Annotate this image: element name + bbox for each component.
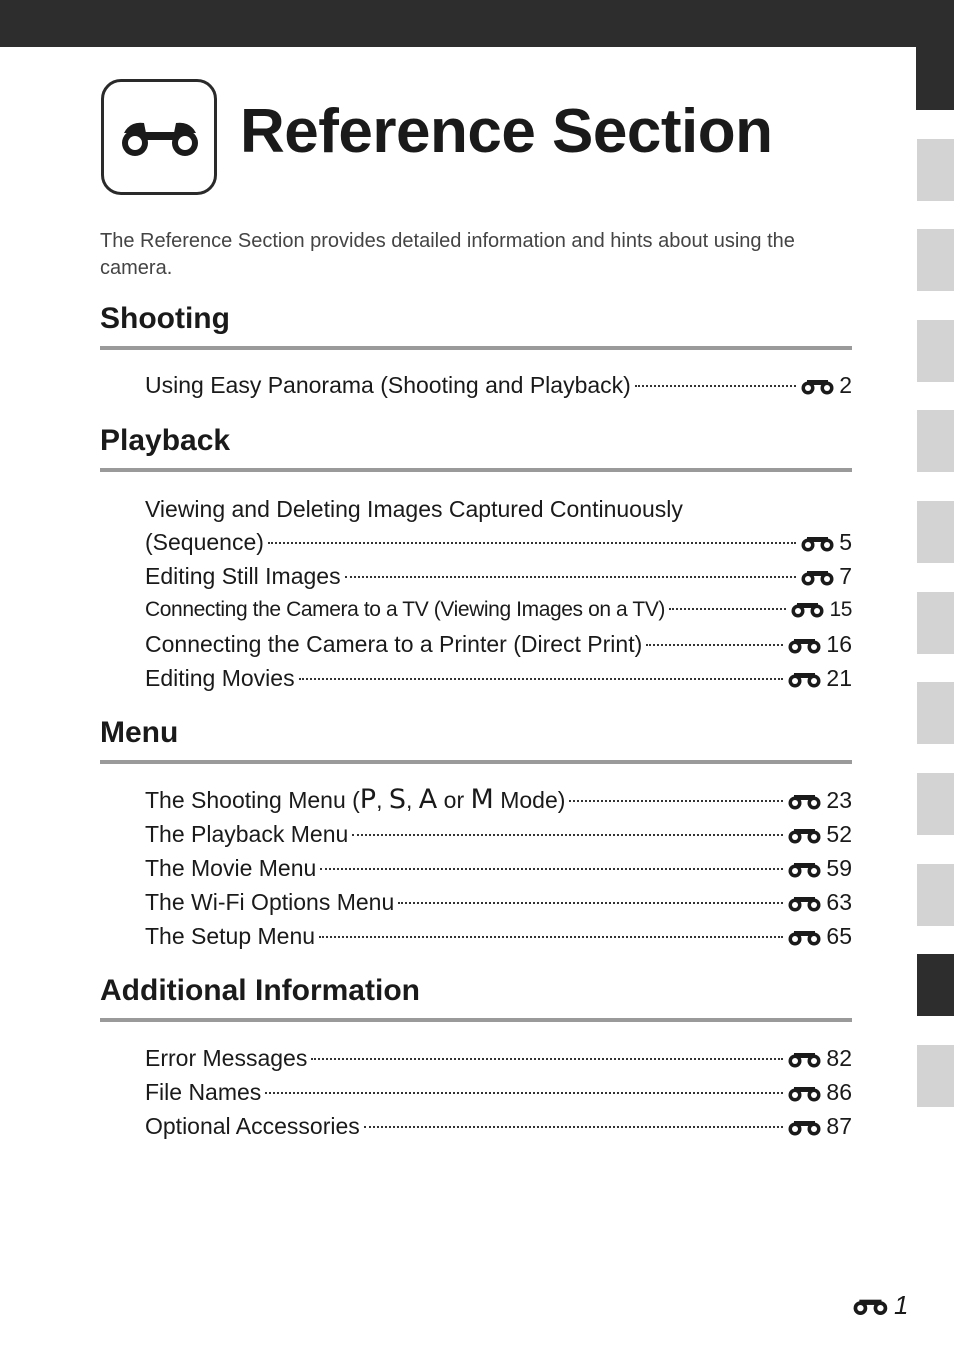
- label-or: or: [443, 787, 465, 813]
- page-ref-number: 23: [826, 787, 852, 813]
- toc-entry-label: The Setup Menu: [145, 923, 316, 949]
- page-ref-number: 87: [826, 1113, 852, 1139]
- leader-dots: [265, 1092, 783, 1094]
- mode-m-icon: M: [470, 784, 494, 815]
- page-ref: [787, 783, 852, 817]
- toc-entry[interactable]: [145, 627, 852, 661]
- toc-entry-label: Connecting the Camera to a Printer (Direct Print): [145, 631, 643, 657]
- page-ref: [787, 1109, 852, 1143]
- chapter-tab-header: [916, 0, 954, 110]
- toc-entry-label: Using Easy Panorama (Shooting and Playback): [145, 372, 631, 398]
- top-bar: [0, 0, 954, 47]
- page-ref: [787, 817, 852, 851]
- chapter-tab[interactable]: [917, 1045, 954, 1107]
- page-ref: [787, 1041, 852, 1075]
- reference-e-icon: [787, 927, 825, 947]
- chapter-tab-active[interactable]: [917, 954, 954, 1016]
- chapter-tab[interactable]: [917, 410, 954, 472]
- chapter-tab[interactable]: [917, 229, 954, 291]
- reference-e-icon: [800, 567, 838, 587]
- section-heading-playback: [100, 422, 852, 472]
- chapter-tab[interactable]: [917, 139, 954, 201]
- page-ref-number: 5: [839, 529, 852, 555]
- toc-entry-label: File Names: [145, 1079, 262, 1105]
- page-ref: [790, 593, 852, 627]
- reference-e-icon: [787, 1083, 825, 1103]
- toc-entry[interactable]: [145, 851, 852, 885]
- section-title: Playback: [100, 424, 231, 457]
- leader-dots: [398, 902, 783, 904]
- leader-dots: [364, 1126, 784, 1128]
- toc-entry[interactable]: [145, 1075, 852, 1109]
- section-heading-additional-information: [100, 972, 852, 1022]
- toc-entry[interactable]: [145, 783, 852, 817]
- toc-entry-label: The Shooting Menu (P, S, A or M Mode): [145, 784, 566, 815]
- reference-e-icon: [787, 791, 825, 811]
- page-ref: [787, 661, 852, 695]
- reference-e-icon: [787, 1049, 825, 1069]
- leader-dots: [669, 608, 786, 610]
- chapter-tab[interactable]: [917, 592, 954, 654]
- intro-text: The Reference Section provides detailed information and hints about using the camera.: [100, 230, 795, 279]
- page-ref-number: 63: [826, 889, 852, 915]
- toc-entry[interactable]: [145, 1109, 852, 1143]
- chapter-tab[interactable]: [917, 864, 954, 926]
- toc-entry-label: (Sequence): [145, 529, 264, 555]
- binoculars-icon: [101, 79, 217, 195]
- leader-dots: [345, 576, 797, 578]
- section-heading-menu: [100, 714, 852, 764]
- page-ref-number: 7: [839, 563, 852, 589]
- leader-dots: [299, 678, 784, 680]
- reference-e-icon: [787, 893, 825, 913]
- page-number-value: 1: [894, 1290, 909, 1320]
- leader-dots: [646, 644, 783, 646]
- page-ref-number: 82: [826, 1045, 852, 1071]
- page-ref: [787, 851, 852, 885]
- leader-dots: [311, 1058, 783, 1060]
- chapter-tabs: [916, 0, 954, 1345]
- mode-s-icon: S: [388, 784, 407, 815]
- page-ref-number: 21: [826, 665, 852, 691]
- toc-entry[interactable]: [145, 1041, 852, 1075]
- toc-entry-label: Error Messages: [145, 1045, 308, 1071]
- toc-entry[interactable]: [145, 593, 852, 627]
- toc-entry-label: The Playback Menu: [145, 821, 349, 847]
- page-ref-number: 65: [826, 923, 852, 949]
- chapter-tab[interactable]: [917, 773, 954, 835]
- toc-list-additional-information: [145, 1041, 852, 1143]
- toc-list-playback: [145, 492, 852, 695]
- toc-list-shooting: [145, 368, 852, 402]
- chapter-tab[interactable]: [917, 682, 954, 744]
- reference-e-icon: [787, 825, 825, 845]
- reference-e-icon: [787, 669, 825, 689]
- toc-entry-label: Editing Still Images: [145, 563, 341, 589]
- toc-entry[interactable]: [145, 885, 852, 919]
- page-ref: [787, 919, 852, 953]
- toc-entry-label: The Movie Menu: [145, 855, 317, 881]
- leader-dots: [268, 542, 796, 544]
- toc-entry-label: Editing Movies: [145, 665, 295, 691]
- page-ref-number: 52: [826, 821, 852, 847]
- toc-list-menu: [145, 783, 852, 953]
- chapter-tab[interactable]: [917, 501, 954, 563]
- toc-entry-first-line[interactable]: [145, 492, 852, 525]
- reference-e-icon: [852, 1295, 892, 1317]
- toc-entry-label: The Wi-Fi Options Menu: [145, 889, 395, 915]
- page-ref-number: 15: [829, 598, 852, 621]
- label-prefix: The Shooting Menu (: [145, 787, 360, 813]
- page-ref-number: 59: [826, 855, 852, 881]
- toc-entry[interactable]: [145, 368, 852, 402]
- toc-entry-label: Viewing and Deleting Images Captured Continuously: [145, 496, 683, 522]
- page-ref-number: 86: [826, 1079, 852, 1105]
- toc-entry[interactable]: [145, 559, 852, 593]
- mode-p-icon: P: [359, 784, 377, 815]
- leader-dots: [635, 385, 796, 387]
- page-ref-number: 2: [839, 372, 852, 398]
- leader-dots: [320, 868, 783, 870]
- leader-dots: [352, 834, 783, 836]
- label-suffix: Mode): [493, 787, 566, 813]
- leader-dots: [319, 936, 783, 938]
- section-title: Shooting: [100, 302, 230, 335]
- page-ref: [800, 368, 852, 402]
- toc-entry[interactable]: [145, 817, 852, 851]
- leader-dots: [569, 800, 783, 802]
- page-ref: [800, 525, 852, 559]
- toc-entry[interactable]: [145, 661, 852, 695]
- chapter-tab[interactable]: [917, 320, 954, 382]
- reference-e-icon: [790, 599, 828, 619]
- toc-entry-label: Optional Accessories: [145, 1113, 360, 1139]
- page-ref-number: 16: [826, 631, 852, 657]
- section-title: Menu: [100, 716, 179, 749]
- page-ref: [787, 1075, 852, 1109]
- reference-e-icon: [787, 859, 825, 879]
- page-number: [852, 1290, 908, 1320]
- section-title: Additional Information: [100, 974, 420, 1007]
- reference-e-icon: [787, 1117, 825, 1137]
- page-ref: [787, 885, 852, 919]
- page-ref: [800, 559, 852, 593]
- page-title: Reference Section: [240, 97, 773, 166]
- mode-a-icon: A: [418, 784, 438, 815]
- reference-e-icon: [800, 376, 838, 396]
- section-heading-shooting: [100, 300, 852, 350]
- reference-e-icon: [787, 635, 825, 655]
- toc-entry[interactable]: [145, 525, 852, 559]
- reference-e-icon: [800, 533, 838, 553]
- page-ref: [787, 627, 852, 661]
- toc-entry-label: Connecting the Camera to a TV (Viewing Images on a TV): [145, 598, 666, 621]
- toc-entry[interactable]: [145, 919, 852, 953]
